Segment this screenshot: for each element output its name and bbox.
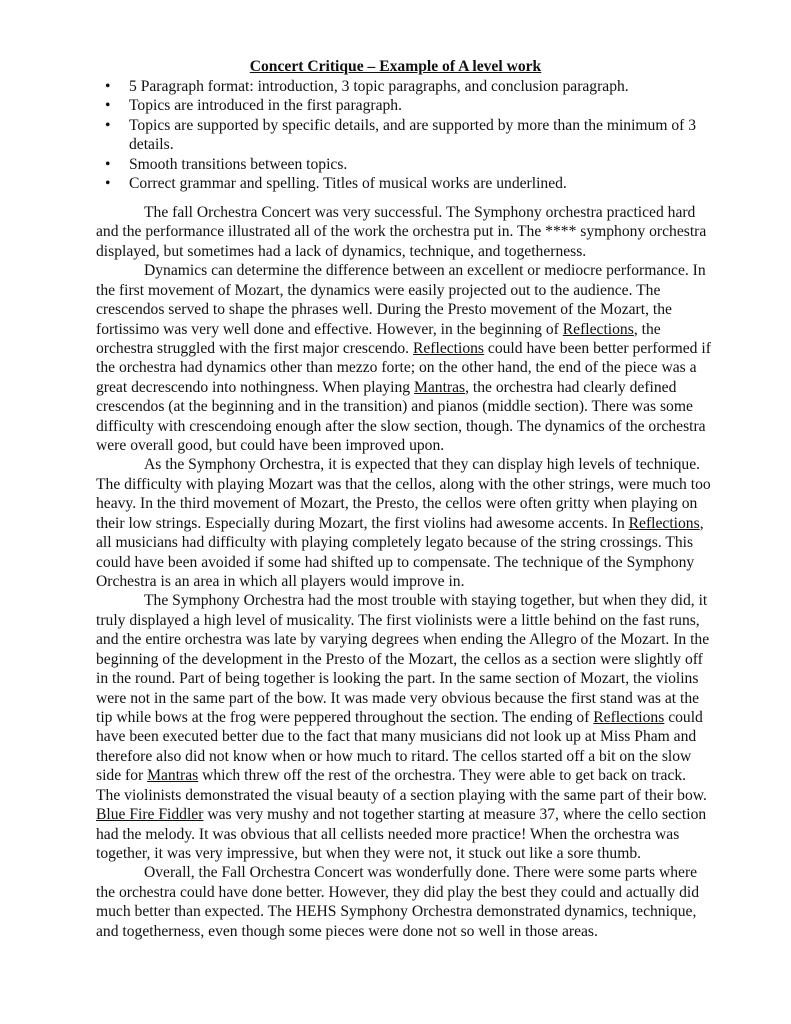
text-line bbox=[96, 553, 711, 572]
criteria-list bbox=[0, 77, 696, 193]
text-segment: which threw off the rest of the orchestra. They were able to get back on track. bbox=[198, 767, 687, 785]
text-segment: tip while bows at the frog were peppered throughout the section. The ending of bbox=[96, 708, 594, 726]
bullet-icon: • bbox=[105, 78, 111, 95]
text-line bbox=[96, 436, 711, 455]
criteria-item bbox=[0, 174, 696, 193]
criteria-text: Correct grammar and spelling. Titles of musical works are underlined. bbox=[129, 175, 567, 193]
text-line bbox=[96, 863, 711, 882]
paragraph bbox=[96, 203, 711, 261]
bullet-icon: • bbox=[105, 116, 111, 134]
paragraph bbox=[96, 455, 711, 591]
text-segment: have been executed better due to the fact that many musicians did not look up at Miss Pham and bbox=[96, 728, 697, 746]
text-segment: the first movement of Mozart, the dynamics were easily projected out to the audience. The bbox=[96, 281, 661, 299]
work-title: Reflections bbox=[412, 339, 485, 357]
text-segment: side for bbox=[96, 767, 148, 785]
text-line bbox=[96, 339, 711, 358]
text-segment: crescendos served to shape the phrases well. During the Presto movement of the Mozart, the bbox=[96, 301, 672, 319]
text-line bbox=[96, 281, 711, 300]
text-line bbox=[96, 242, 711, 261]
text-segment: The difficulty with playing Mozart was that the cellos, along with the other strings, were much too bbox=[96, 475, 711, 493]
text-segment: much better than expected. The HEHS Symphony Orchestra demonstrated dynamics, technique, bbox=[96, 903, 697, 921]
text-line bbox=[96, 902, 711, 921]
text-line bbox=[96, 786, 711, 805]
text-line bbox=[96, 320, 711, 339]
work-title: Mantras bbox=[414, 378, 466, 396]
text-segment: displayed, but sometimes had a lack of dynamics, technique, and togetherness. bbox=[96, 242, 587, 260]
text-segment: the orchestra had dynamics other than mezzo forte; on the other hand, the end of the piece was a bbox=[96, 359, 697, 377]
text-segment: could bbox=[664, 708, 703, 726]
text-line bbox=[96, 650, 711, 669]
criteria-text: Topics are introduced in the first paragraph. bbox=[129, 97, 402, 115]
text-segment: truly displayed a high level of musicality. The first violinists were a little behind on the fast runs, bbox=[96, 611, 700, 629]
work-title: Mantras bbox=[147, 767, 199, 785]
text-line bbox=[96, 475, 711, 494]
criteria-text: 5 Paragraph format: introduction, 3 topic paragraphs, and conclusion paragraph. bbox=[129, 78, 629, 95]
bullet-icon: • bbox=[105, 175, 111, 193]
text-line bbox=[96, 611, 711, 630]
text-line bbox=[96, 630, 711, 649]
text-line bbox=[96, 203, 711, 222]
criteria-item bbox=[0, 96, 696, 115]
text-line bbox=[96, 378, 711, 397]
text-line bbox=[96, 358, 711, 377]
criteria-item bbox=[0, 155, 696, 174]
text-segment: fortissimo was very well done and effective. However, in the beginning of bbox=[96, 320, 563, 338]
text-line bbox=[96, 261, 711, 280]
text-segment: difficulty with crescendoing enough after the slow section, though. The dynamics of the orchestra bbox=[96, 417, 706, 435]
text-segment: were not in the same part of the bow. It was made very obvious because the first stand was at the bbox=[96, 689, 700, 707]
text-segment: orchestra struggled with the first major crescendo. bbox=[96, 339, 413, 357]
text-line bbox=[96, 747, 711, 766]
text-line bbox=[96, 766, 711, 785]
text-line bbox=[96, 727, 711, 746]
text-line bbox=[96, 922, 711, 941]
work-title: Reflections bbox=[593, 708, 665, 726]
text-line bbox=[96, 494, 711, 513]
text-line bbox=[96, 844, 711, 863]
text-line bbox=[96, 300, 711, 319]
bullet-icon: • bbox=[105, 97, 111, 115]
paragraph bbox=[96, 261, 711, 455]
text-segment: was very mushy and not together starting at measure 37, where the cello section bbox=[203, 806, 707, 824]
text-segment: The violinists demonstrated the visual beauty of a section playing with the same part of their bow. bbox=[96, 786, 707, 804]
text-segment: Orchestra is an area in which all players would improve in. bbox=[96, 573, 465, 591]
work-title: Reflections bbox=[628, 514, 700, 532]
text-segment: The fall Orchestra Concert was very successful. The Symphony orchestra practiced hard bbox=[144, 204, 696, 221]
paragraph bbox=[96, 591, 711, 863]
text-segment: all musicians had difficulty with playing completely legato because of the string crossings. This bbox=[96, 534, 694, 552]
text-line bbox=[96, 591, 711, 610]
text-line bbox=[96, 455, 711, 474]
text-segment: crescendos (at the beginning and in the transition) and pianos (middle section). There was some bbox=[96, 398, 693, 416]
text-segment: The Symphony Orchestra had the most trouble with staying together, but when they did, it bbox=[144, 592, 708, 610]
text-line bbox=[96, 514, 711, 533]
text-line bbox=[96, 417, 711, 436]
text-segment: were overall good, but could have been improved upon. bbox=[96, 437, 445, 455]
criteria-item bbox=[0, 116, 696, 155]
text-segment: the orchestra could have done better. However, they did play the best they could and actually did bbox=[96, 883, 700, 901]
text-segment: heavy. In the third movement of Mozart, the Presto, the cellos were often gritty when playing on bbox=[96, 495, 698, 513]
criteria-item bbox=[0, 77, 696, 96]
criteria-text: Topics are supported by specific details, and are supported by more than the minimum of 3 bbox=[129, 116, 697, 134]
text-segment: and the performance illustrated all of the work the orchestra put in. The **** symphony orchestra bbox=[96, 223, 707, 241]
text-segment: in the round. Part of being together is looking the part. In the same section of Mozart, the violins bbox=[96, 670, 699, 688]
text-segment: Dynamics can determine the difference between an excellent or mediocre performance. In bbox=[144, 262, 706, 280]
bullet-icon: • bbox=[105, 155, 111, 173]
text-segment: could have been avoided if some had shifted up to compensate. The technique of the Symphony bbox=[96, 553, 695, 571]
text-line bbox=[96, 222, 711, 241]
text-segment: , bbox=[699, 514, 704, 532]
text-line bbox=[96, 689, 711, 708]
text-segment: Overall, the Fall Orchestra Concert was wonderfully done. There were some parts where bbox=[144, 864, 698, 882]
text-segment: and togetherness, even though some pieces were done not so well in those areas. bbox=[96, 922, 598, 940]
text-line bbox=[96, 669, 711, 688]
text-segment: had the melody. It was obvious that all cellists needed more practice! When the orchestra was bbox=[96, 825, 680, 843]
text-segment: , the bbox=[633, 320, 661, 338]
text-segment: together, it was very impressive, but when they were not, it stuck out like a sore thumb. bbox=[96, 844, 642, 862]
text-segment: As the Symphony Orchestra, it is expected that they can display high levels of technique. bbox=[144, 456, 701, 474]
text-segment: great decrescendo into nothingness. When playing bbox=[96, 378, 414, 396]
text-segment: , the orchestra had clearly defined bbox=[465, 378, 677, 396]
text-line bbox=[96, 883, 711, 902]
text-line bbox=[96, 572, 711, 591]
essay-body bbox=[96, 203, 711, 941]
paragraph bbox=[96, 863, 711, 941]
text-segment: their low strings. Especially during Mozart, the first violins had awesome accents. In bbox=[96, 514, 629, 532]
work-title: Reflections bbox=[562, 320, 634, 338]
text-segment: and the entire orchestra was late by varying degrees when ending the Allegro of the Mozart. In the bbox=[96, 631, 710, 649]
text-line bbox=[96, 397, 711, 416]
text-line bbox=[96, 708, 711, 727]
criteria-text: Smooth transitions between topics. bbox=[129, 155, 348, 173]
text-line bbox=[96, 825, 711, 844]
criteria-text: details. bbox=[129, 136, 174, 154]
text-segment: could have been better performed if bbox=[484, 339, 711, 357]
document-title: Concert Critique – Example of A level work bbox=[249, 58, 542, 75]
text-segment: therefore also did not know when or how much to ritard. The cellos started off a bit on the slow bbox=[96, 747, 692, 765]
text-segment: beginning of the development in the Presto of the Mozart, the cellos as a section were slightly off bbox=[96, 650, 703, 668]
work-title: Blue Fire Fiddler bbox=[96, 806, 204, 824]
text-line bbox=[96, 805, 711, 824]
text-line bbox=[96, 533, 711, 552]
